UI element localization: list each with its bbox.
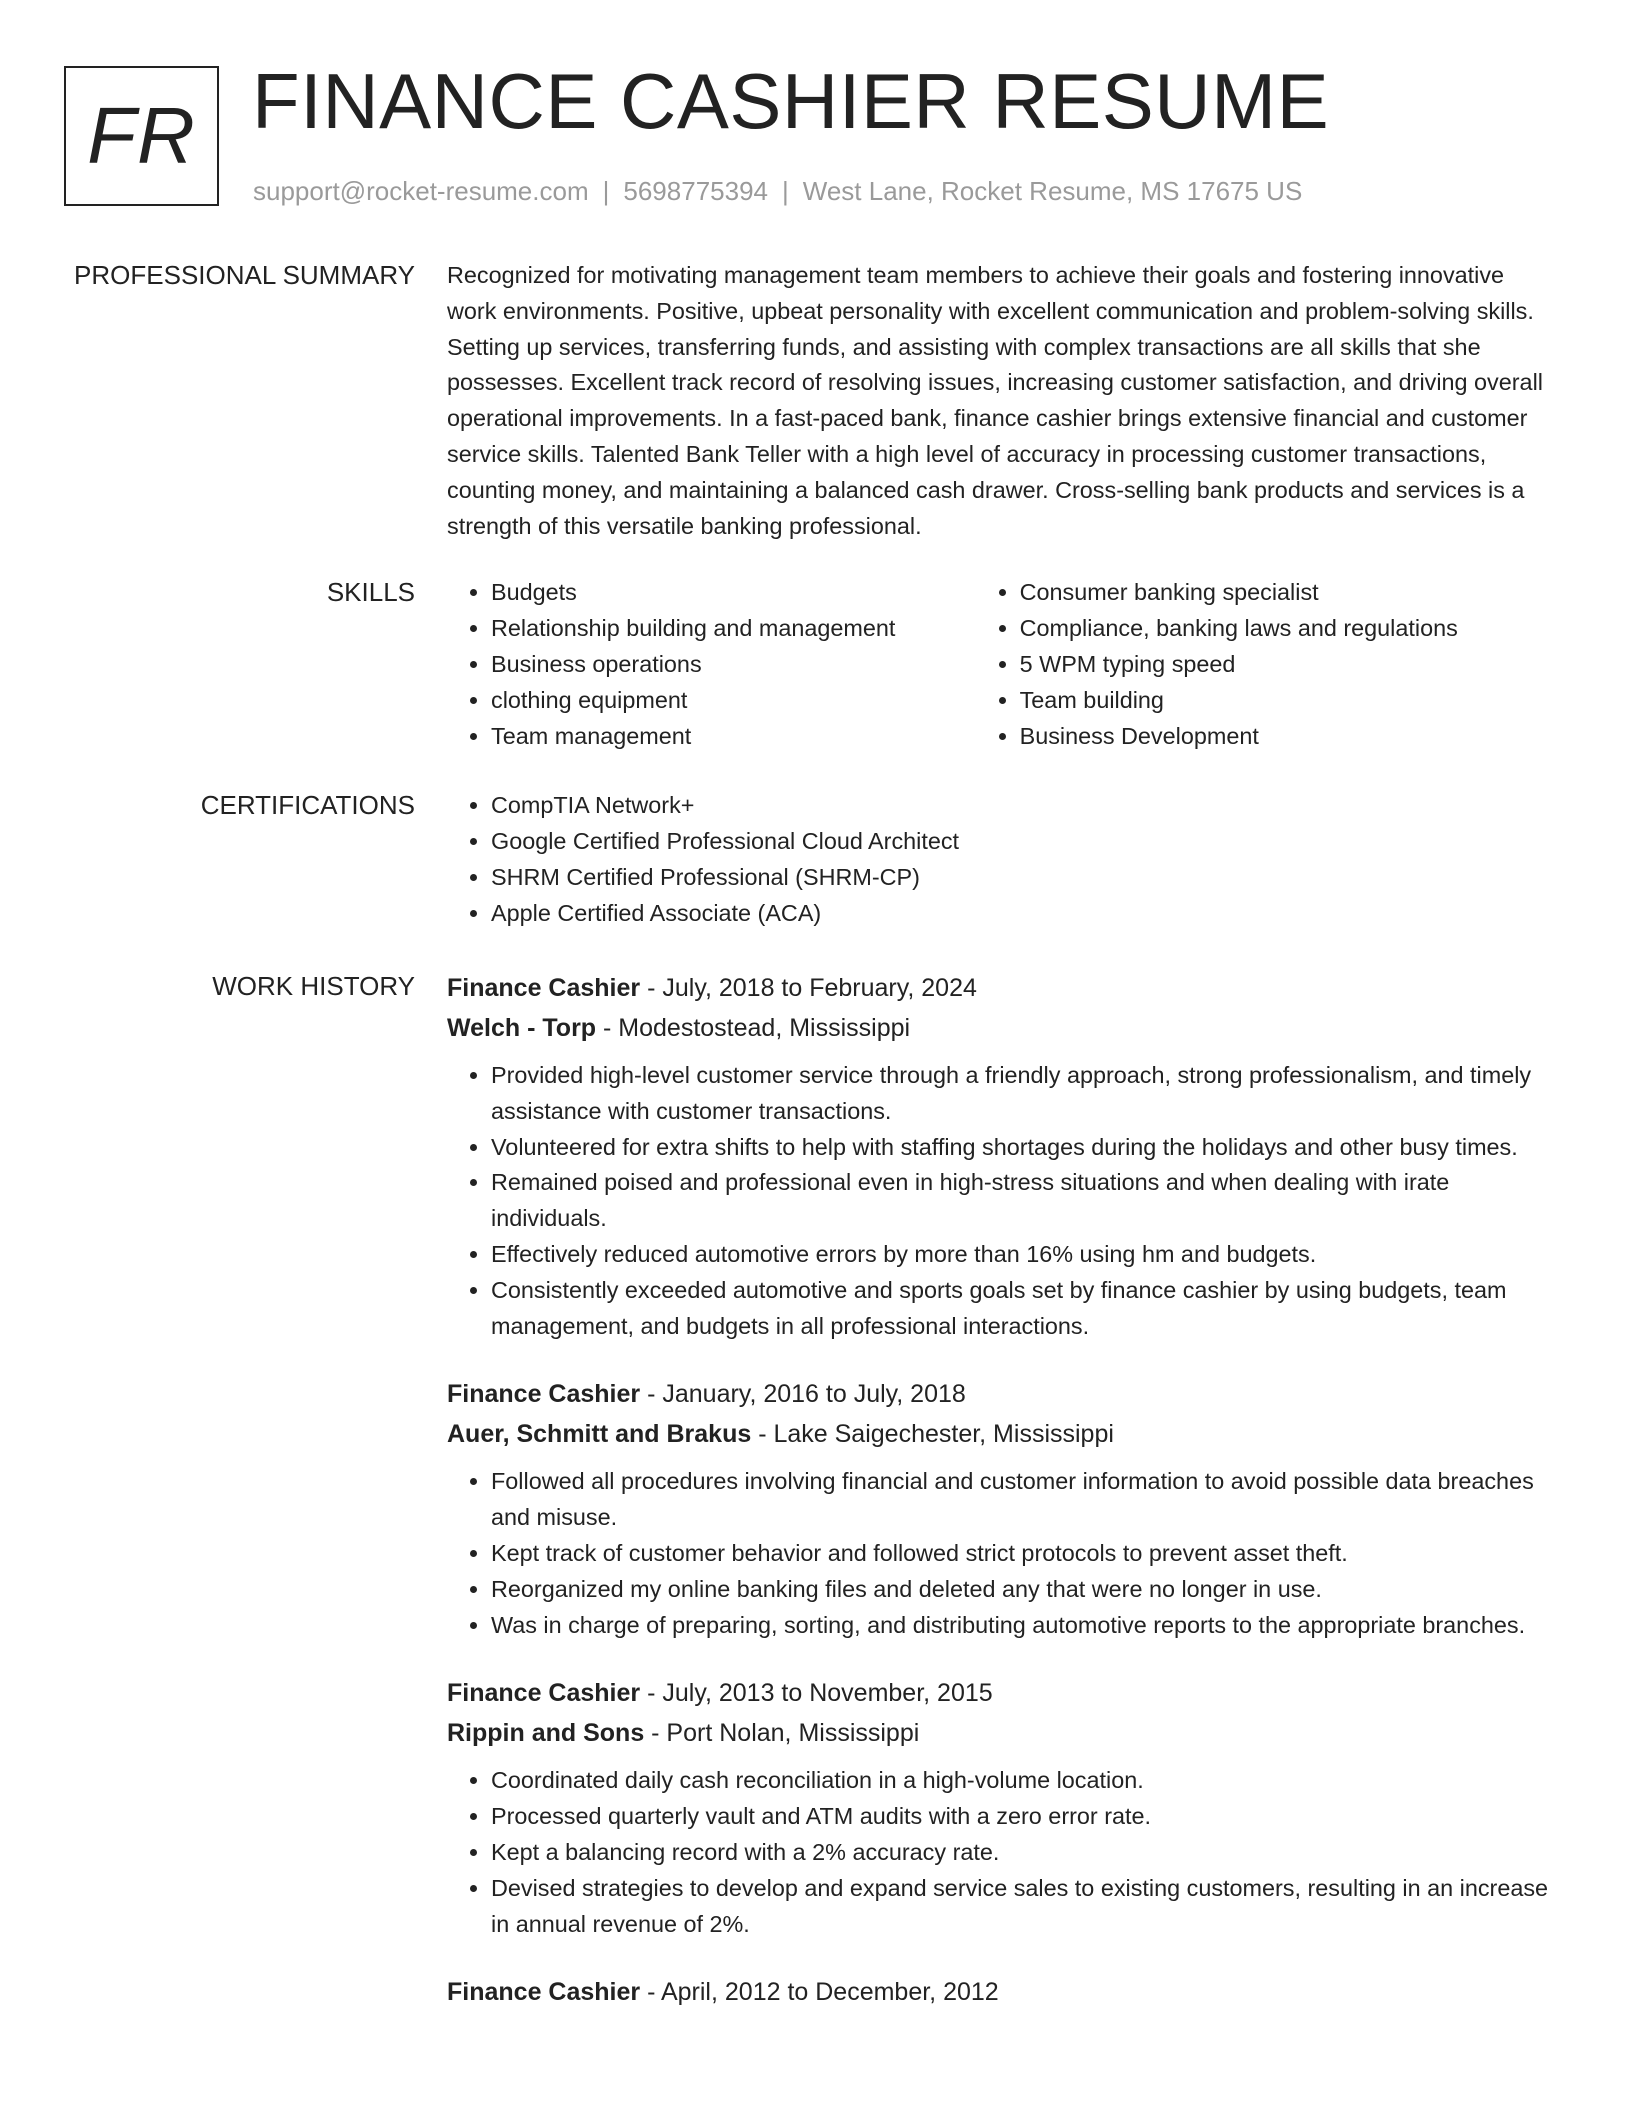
job-bullets bbox=[447, 1464, 1557, 1643]
job-title: Finance Cashier bbox=[447, 1679, 641, 1708]
job-title-line bbox=[447, 1374, 1557, 1414]
list-item: • Business Development bbox=[1020, 718, 1557, 754]
job-title-line bbox=[447, 1673, 1557, 1713]
list-item: • SHRM Certified Professional (SHRM-CP) bbox=[491, 859, 1557, 895]
list-item: • Team building bbox=[1020, 682, 1557, 718]
skills-list-left bbox=[447, 574, 976, 754]
summary-text: Recognized for motivating management team members to achieve their goals and fostering innovative work environments. Positive, upbeat personality with excellent communication and problem-solving skills. Setting up services, transferring funds, and assisting with complex transactions are all skills that she possesses. Excellent track record of resolving issues, increasing customer satisfaction, and driving overall operational improvements. In a fast-paced bank, finance cashier brings extensive financial and customer service skills. Talented Bank Teller with a high level of accuracy in processing customer transactions, counting money, and maintaining a balanced cash drawer. Cross-selling bank products and services is a strength of this versatile banking professional. bbox=[447, 262, 1543, 539]
section-label-certifications: CERTIFICATIONS bbox=[200, 790, 415, 820]
list-item: • Coordinated daily cash reconciliation in a high-volume location. bbox=[491, 1763, 1557, 1799]
job-company-line bbox=[447, 1713, 1557, 1753]
job-dates: - July, 2013 to November, 2015 bbox=[640, 1679, 993, 1708]
job-title-line bbox=[447, 968, 1557, 1008]
section-label-skills: SKILLS bbox=[326, 577, 415, 607]
list-item: • Remained poised and professional even in high-stress situations and when dealing with irate individuals. bbox=[491, 1165, 1557, 1237]
list-item: • Business operations bbox=[491, 646, 976, 682]
list-item: • Followed all procedures involving financial and customer information to avoid possible data breaches and misuse. bbox=[491, 1464, 1557, 1536]
resume-title: FINANCE CASHIER RESUME bbox=[252, 57, 1330, 145]
list-item: • 5 WPM typing speed bbox=[1020, 646, 1557, 682]
list-item: • Apple Certified Associate (ACA) bbox=[491, 895, 1557, 931]
list-item: • Kept track of customer behavior and followed strict protocols to prevent asset theft. bbox=[491, 1536, 1557, 1572]
list-item: • Kept a balancing record with a 2% accuracy rate. bbox=[491, 1835, 1557, 1871]
job-entry bbox=[447, 1673, 1557, 1942]
job-location: - Lake Saigechester, Mississippi bbox=[751, 1420, 1114, 1449]
job-entry bbox=[447, 1972, 1557, 2012]
list-item: • clothing equipment bbox=[491, 682, 976, 718]
monogram-logo: FR bbox=[64, 66, 219, 206]
job-dates: - January, 2016 to July, 2018 bbox=[640, 1380, 966, 1409]
job-company: Rippin and Sons bbox=[447, 1719, 645, 1748]
job-title: Finance Cashier bbox=[447, 974, 641, 1002]
job-entry bbox=[447, 1374, 1557, 1643]
job-location: - Modestostead, Mississippi bbox=[596, 1014, 911, 1042]
job-title: Finance Cashier bbox=[447, 1380, 641, 1409]
job-title-line bbox=[447, 1972, 1557, 2012]
job-location: - Port Nolan, Mississippi bbox=[644, 1719, 920, 1748]
list-item: • Reorganized my online banking files and deleted any that were no longer in use. bbox=[491, 1572, 1557, 1608]
section-label-work-history: WORK HISTORY bbox=[212, 971, 415, 1001]
list-item: • Processed quarterly vault and ATM audits with a zero error rate. bbox=[491, 1799, 1557, 1835]
contact-line bbox=[253, 174, 1302, 208]
list-item: • Relationship building and management bbox=[491, 610, 976, 646]
job-company-line bbox=[447, 1008, 1557, 1048]
contact-phone: 5698775394 bbox=[623, 176, 768, 206]
contact-address: West Lane, Rocket Resume, MS 17675 US bbox=[802, 176, 1303, 206]
list-item: • CompTIA Network+ bbox=[491, 787, 1557, 823]
job-bullets bbox=[447, 1763, 1557, 1942]
list-item: • Budgets bbox=[491, 574, 976, 610]
job-dates: - April, 2012 to December, 2012 bbox=[640, 1978, 999, 2007]
job-company: Auer, Schmitt and Brakus bbox=[447, 1420, 752, 1449]
section-label-summary: PROFESSIONAL SUMMARY bbox=[74, 260, 415, 290]
list-item: • Volunteered for extra shifts to help with staffing shortages during the holidays and other busy times. bbox=[491, 1130, 1557, 1166]
job-company-line bbox=[447, 1414, 1557, 1454]
list-item: • Team management bbox=[491, 718, 976, 754]
list-item: • Consistently exceeded automotive and sports goals set by finance cashier by using budgets, team management, and budgets in all professional interactions. bbox=[491, 1273, 1557, 1345]
job-bullets bbox=[447, 1058, 1557, 1344]
contact-email: support@rocket-resume.com bbox=[253, 176, 589, 206]
list-item: • Provided high-level customer service through a friendly approach, strong professionalism, and timely assistance with customer transactions. bbox=[491, 1058, 1557, 1130]
list-item: • Compliance, banking laws and regulations bbox=[1020, 610, 1557, 646]
skills-list-right bbox=[976, 574, 1557, 754]
job-dates: - July, 2018 to February, 2024 bbox=[640, 974, 977, 1002]
contact-separator: | bbox=[602, 176, 610, 206]
list-item: • Was in charge of preparing, sorting, and distributing automotive reports to the appropriate branches. bbox=[491, 1608, 1557, 1644]
job-title: Finance Cashier bbox=[447, 1978, 641, 2007]
certifications-list bbox=[447, 787, 1557, 931]
contact-separator: | bbox=[782, 176, 789, 206]
job-entry bbox=[447, 968, 1557, 1344]
list-item: • Google Certified Professional Cloud Architect bbox=[491, 823, 1557, 859]
job-company: Welch - Torp bbox=[447, 1014, 597, 1042]
list-item: • Devised strategies to develop and expand service sales to existing customers, resulting in an increase in annual revenue of 2%. bbox=[491, 1871, 1557, 1943]
list-item: • Consumer banking specialist bbox=[1020, 574, 1557, 610]
list-item: • Effectively reduced automotive errors by more than 16% using hm and budgets. bbox=[491, 1237, 1557, 1273]
